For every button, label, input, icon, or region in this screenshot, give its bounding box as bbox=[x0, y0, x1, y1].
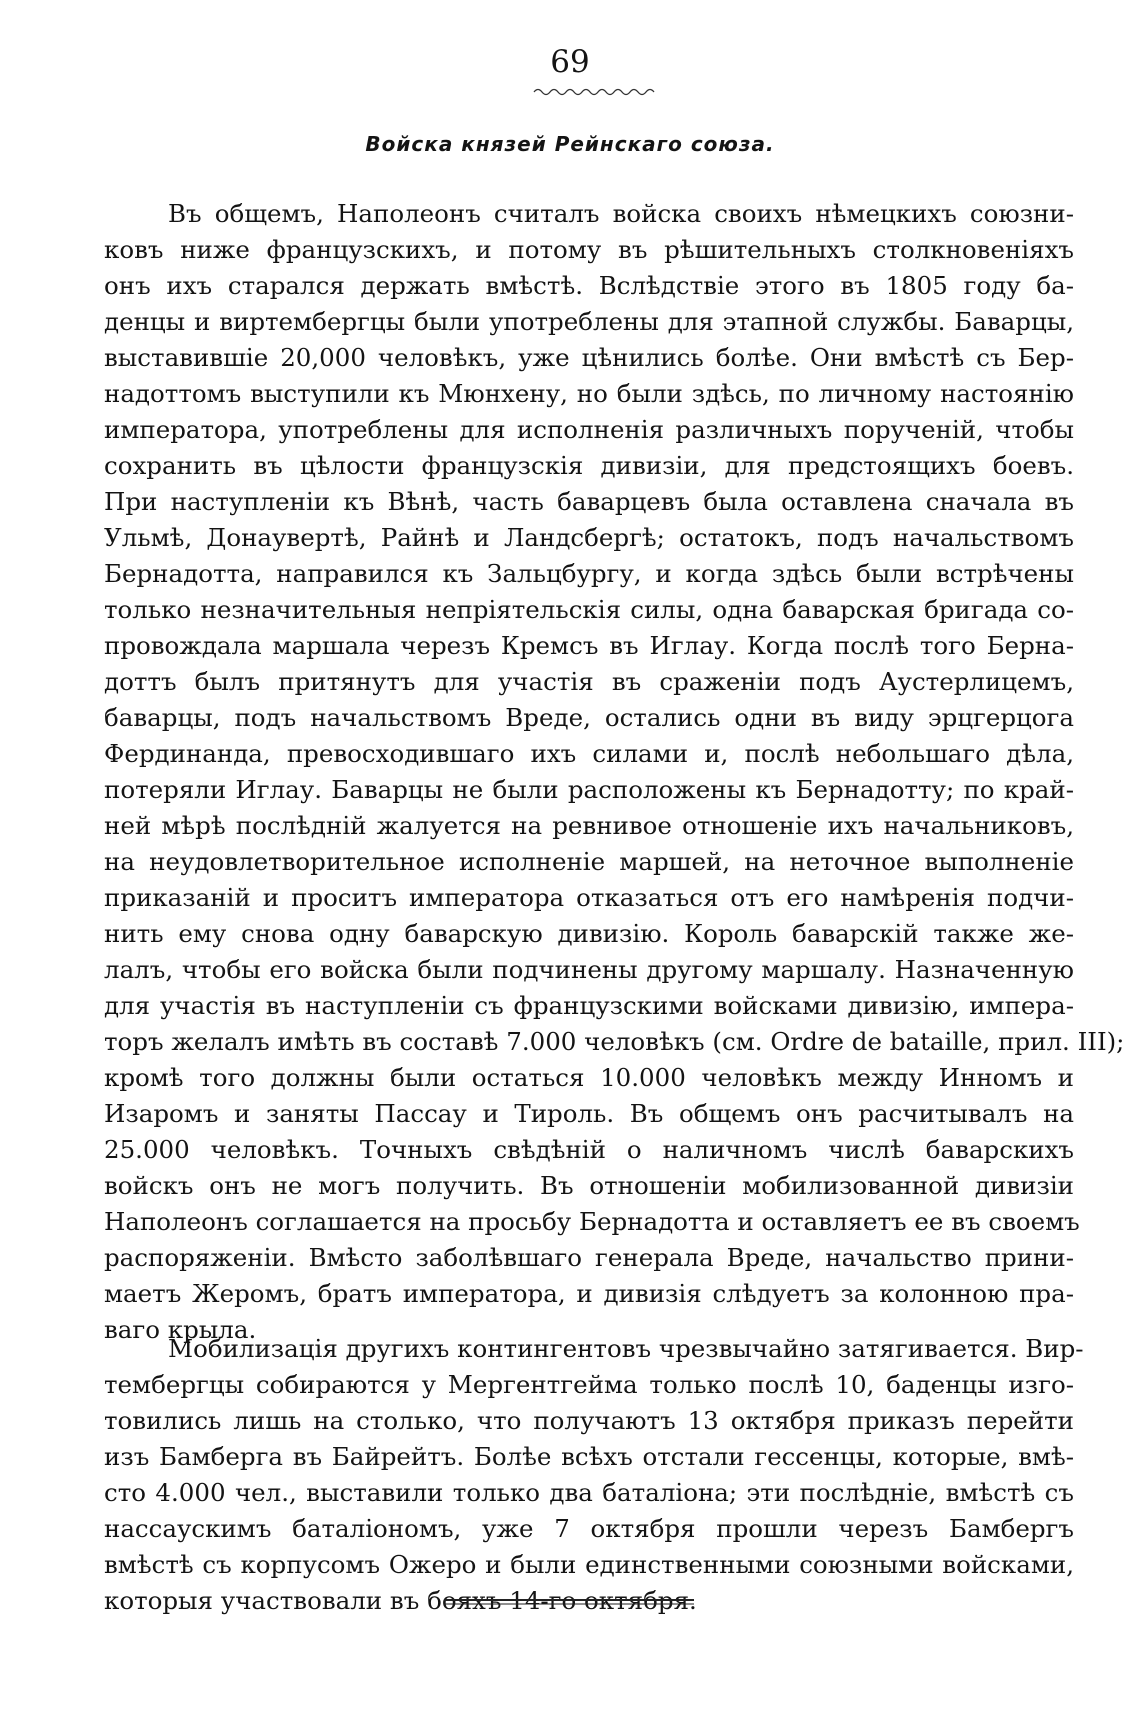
text-line: только незначительныя непріятельскія силы, одна баварская бригада со- bbox=[104, 595, 1074, 624]
text-line: которыя участвовали въ бояхъ 14-го октября. bbox=[104, 1586, 697, 1615]
wavy-ornament-rule bbox=[532, 86, 656, 96]
text-line: надоттомъ выступили къ Мюнхену, но были здѣсь, по личному настоянію bbox=[104, 379, 1074, 408]
text-line: потеряли Иглау. Баварцы не были расположены къ Бернадотту; по край- bbox=[104, 775, 1074, 804]
text-line: провождала маршала черезъ Кремсъ въ Иглау. Когда послѣ того Берна- bbox=[104, 631, 1074, 660]
section-title: Войска князей Рейнскаго союза. bbox=[365, 132, 775, 156]
text-line: доттъ былъ притянутъ для участія въ сраженіи подъ Аустерлицемъ, bbox=[104, 667, 1074, 696]
text-line: изъ Бамберга въ Байрейтъ. Болѣе всѣхъ отстали гессенцы, которые, вмѣ- bbox=[104, 1442, 1074, 1471]
text-line: При наступленіи къ Вѣнѣ, часть баварцевъ была оставлена сначала въ bbox=[104, 487, 1074, 516]
paragraph-1 bbox=[104, 196, 1125, 1348]
text-line: сто 4.000 чел., выставили только два баталіона; эти послѣдніе, вмѣстѣ съ bbox=[104, 1478, 1074, 1507]
page-number: 69 bbox=[550, 44, 590, 80]
text-line: онъ ихъ старался держать вмѣстѣ. Вслѣдствіе этого въ 1805 году ба- bbox=[104, 271, 1074, 300]
text-line: Ульмѣ, Донаувертѣ, Райнѣ и Ландсбергѣ; остатокъ, подъ начальствомъ bbox=[104, 523, 1074, 552]
text-line: ковъ ниже французскихъ, и потому въ рѣшительныхъ столкновеніяхъ bbox=[104, 235, 1074, 264]
text-line: Въ общемъ, Наполеонъ считалъ войска своихъ нѣмецкихъ союзни- bbox=[168, 199, 1074, 228]
text-line: торъ желалъ имѣть въ составѣ 7.000 человѣкъ (см. Ordre de bataille, прил. III); bbox=[104, 1027, 1125, 1056]
text-line: баварцы, подъ начальствомъ Вреде, остались одни въ виду эрцгерцога bbox=[104, 703, 1074, 732]
text-line: Изаромъ и заняты Пассау и Тироль. Въ общемъ онъ расчитывалъ на bbox=[104, 1099, 1074, 1128]
paragraph-2 bbox=[104, 1331, 1084, 1619]
text-line: Мобилизація другихъ контингентовъ чрезвычайно затягивается. Вир- bbox=[168, 1334, 1084, 1363]
text-line: товились лишь на столько, что получаютъ 13 октября приказъ перейти bbox=[104, 1406, 1074, 1435]
text-line: Наполеонъ соглашается на просьбу Бернадотта и оставляетъ ее въ своемъ bbox=[104, 1207, 1080, 1236]
text-line: нить ему снова одну баварскую дивизію. Король баварскій также же- bbox=[104, 919, 1074, 948]
text-line: на неудовлетворительное исполненіе маршей, на неточное выполненіе bbox=[104, 847, 1074, 876]
text-line: тембергцы собираются у Мергентгейма только послѣ 10, баденцы изго- bbox=[104, 1370, 1074, 1399]
text-line: ней мѣрѣ послѣдній жалуется на ревнивое отношеніе ихъ начальниковъ, bbox=[104, 811, 1074, 840]
text-line: сохранить въ цѣлости французскія дивизіи, для предстоящихъ боевъ. bbox=[104, 451, 1074, 480]
text-line: Бернадотта, направился къ Зальцбургу, и когда здѣсь были встрѣчены bbox=[104, 559, 1074, 588]
text-line: ваго крыла. bbox=[104, 1315, 257, 1344]
text-line: императора, употреблены для исполненія различныхъ порученій, чтобы bbox=[104, 415, 1074, 444]
text-line: 25.000 человѣкъ. Точныхъ свѣдѣній о наличномъ числѣ баварскихъ bbox=[104, 1135, 1074, 1164]
text-line: нассаускимъ баталіономъ, уже 7 октября прошли черезъ Бамбергъ bbox=[104, 1514, 1074, 1543]
text-line: для участія въ наступленіи съ французскими войсками дивизію, импера- bbox=[104, 991, 1074, 1020]
text-line: приказаній и проситъ императора отказаться отъ его намѣренія подчи- bbox=[104, 883, 1074, 912]
end-rule bbox=[444, 1598, 694, 1606]
text-line: маетъ Жеромъ, братъ императора, и дивизія слѣдуетъ за колонною пра- bbox=[104, 1279, 1074, 1308]
text-line: распоряженіи. Вмѣсто заболѣвшаго генерала Вреде, начальство прини- bbox=[104, 1243, 1074, 1272]
text-line: кромѣ того должны были остаться 10.000 человѣкъ между Инномъ и bbox=[104, 1063, 1074, 1092]
text-line: Фердинанда, превосходившаго ихъ силами и, послѣ небольшаго дѣла, bbox=[104, 739, 1074, 768]
text-line: лалъ, чтобы его войска были подчинены другому маршалу. Назначенную bbox=[104, 955, 1074, 984]
text-line: выставившіе 20,000 человѣкъ, уже цѣнились болѣе. Они вмѣстѣ съ Бер- bbox=[104, 343, 1074, 372]
text-line: войскъ онъ не могъ получить. Въ отношеніи мобилизованной дивизіи bbox=[104, 1171, 1074, 1200]
text-line: денцы и виртембергцы были употреблены для этапной службы. Баварцы, bbox=[104, 307, 1074, 336]
text-line: вмѣстѣ съ корпусомъ Ожеро и были единственными союзными войсками, bbox=[104, 1550, 1074, 1579]
